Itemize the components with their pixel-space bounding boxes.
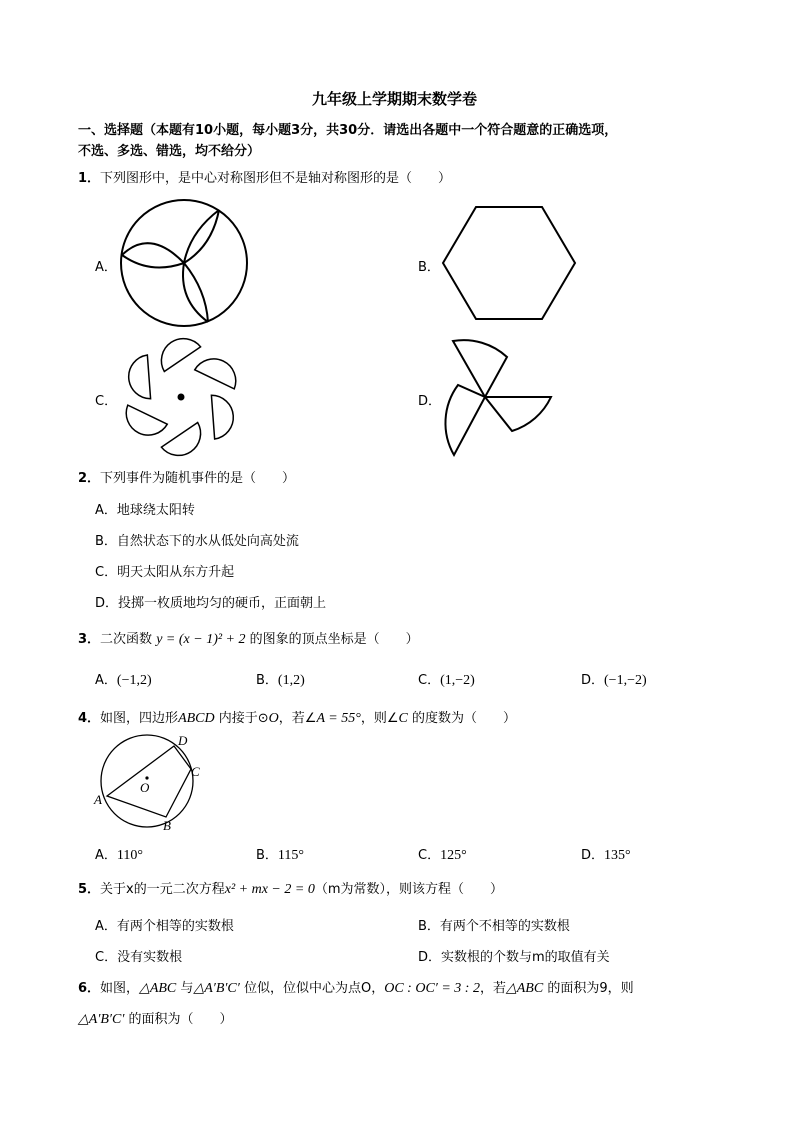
question-6: 6．如图，△ABC 与△A′B′C′ 位似，位似中心为点O，OC : OC′ = 3 : 2，若△ABC 的面积为9，则 bbox=[78, 981, 634, 996]
page-title: 九年级上学期期末数学卷 bbox=[312, 90, 478, 108]
q4-label-a: A bbox=[94, 792, 102, 807]
q4-label-b: B bbox=[163, 818, 171, 833]
q4-option-b: B．115° bbox=[256, 848, 305, 863]
q5-option-b: B．有两个不相等的实数根 bbox=[418, 919, 570, 934]
q4-label-o: O bbox=[140, 780, 150, 795]
q3-option-c: C．(1,−2) bbox=[418, 673, 475, 688]
q5-option-a: A．有两个相等的实数根 bbox=[95, 919, 234, 934]
q1-option-c-label: C． bbox=[95, 394, 118, 409]
question-6-line2: △A′B′C′ 的面积为（ ） bbox=[78, 1012, 233, 1027]
q2-option-d: D．投掷一枚质地均匀的硬币，正面朝上 bbox=[95, 596, 327, 611]
q3-option-a: A．(−1,2) bbox=[95, 673, 152, 688]
q5-option-d: D．实数根的个数与m的取值有关 bbox=[418, 950, 610, 965]
q4-label-c: C bbox=[191, 764, 200, 779]
q1-option-d-label: D． bbox=[418, 394, 442, 409]
question-4: 4．如图，四边形ABCD 内接于⊙O，若∠A = 55°，则∠C 的度数为（ ） bbox=[78, 711, 516, 726]
q2-option-c: C．明天太阳从东方升起 bbox=[95, 565, 235, 580]
question-number: 1． bbox=[78, 171, 101, 186]
q2-option-a: A．地球绕太阳转 bbox=[95, 503, 195, 518]
q3-formula: y = (x − 1)² + 2 bbox=[156, 632, 246, 647]
question-stem-a: 二次函数 bbox=[100, 632, 153, 647]
q4-option-c: C．125° bbox=[418, 848, 467, 863]
section-heading-line2: 不选、多选、错选，均不给分） bbox=[78, 144, 261, 159]
question-stem: 下列图形中，是中心对称图形但不是轴对称图形的是（ ） bbox=[100, 171, 452, 186]
question-number: 3． bbox=[78, 632, 101, 647]
q2-option-b: B．自然状态下的水从低处向高处流 bbox=[95, 534, 299, 549]
q5-formula: x² + mx − 2 = 0 bbox=[224, 882, 315, 897]
q5-option-c: C．没有实数根 bbox=[95, 950, 183, 965]
question-5: 5．关于x的一元二次方程x² + mx − 2 = 0（m为常数），则该方程（ ） bbox=[78, 882, 503, 897]
q4-label-d: D bbox=[178, 733, 188, 748]
q3-option-b: B．(1,2) bbox=[256, 673, 305, 688]
question-stem: 下列事件为随机事件的是（ ） bbox=[100, 471, 296, 486]
q1-option-b-label: B． bbox=[418, 260, 440, 275]
q4-option-d: D．135° bbox=[581, 848, 631, 863]
q4-option-a: A．110° bbox=[95, 848, 143, 863]
question-number: 2． bbox=[78, 471, 101, 486]
question-stem-b: 的图象的顶点坐标是（ ） bbox=[249, 632, 419, 647]
q3-option-d: D．(−1,−2) bbox=[581, 673, 647, 688]
q1-option-a-label: A． bbox=[95, 260, 117, 275]
section-heading-line1: 一、选择题（本题有10小题，每小题3分，共30分．请选出各题中一个符合题意的正确选项， bbox=[78, 123, 618, 138]
